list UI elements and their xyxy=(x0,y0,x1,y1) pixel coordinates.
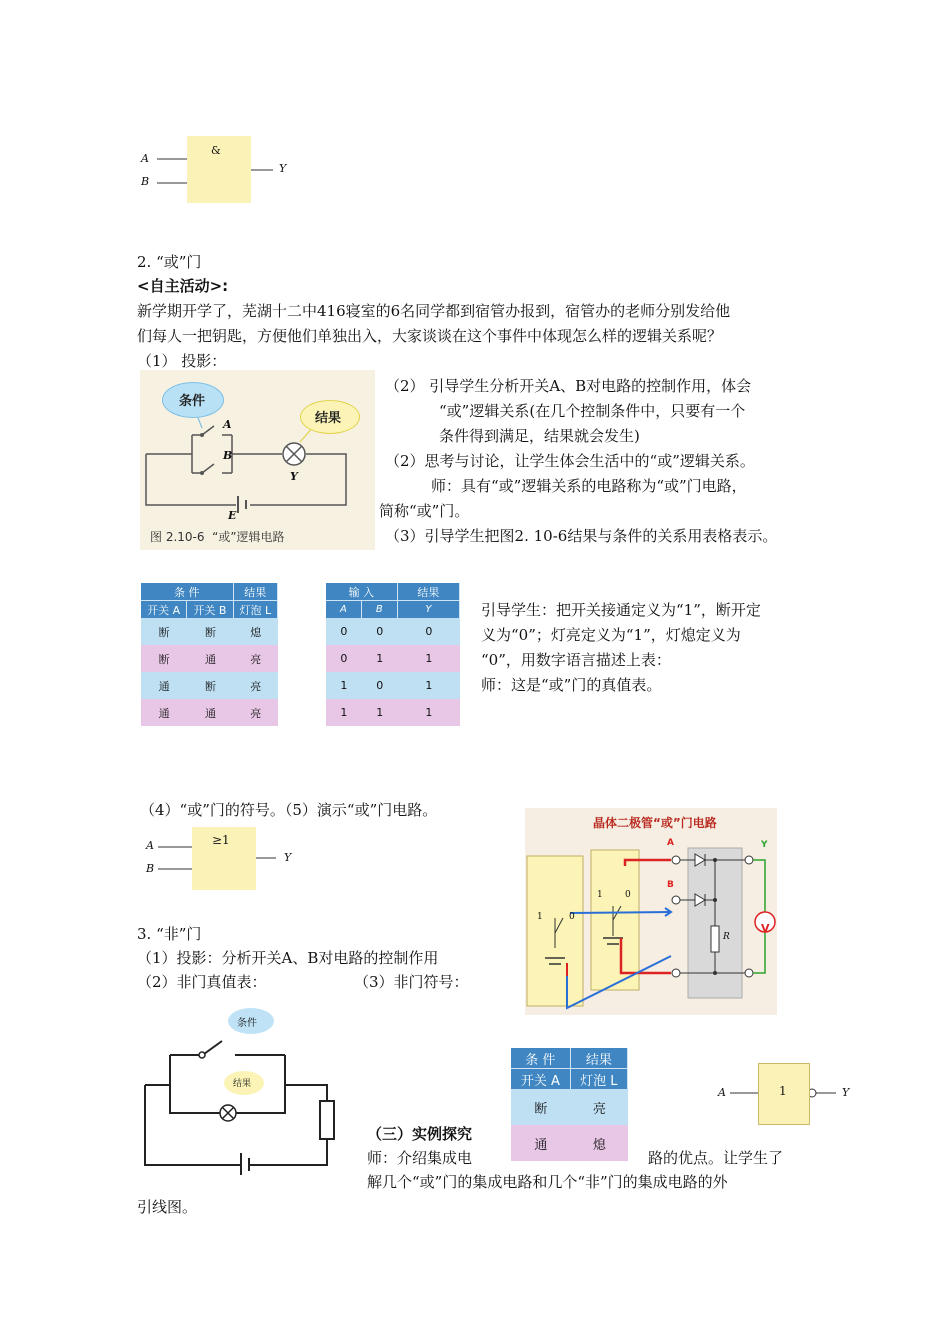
table-cell: 熄 xyxy=(571,1125,628,1161)
table-cell: 0 xyxy=(326,645,362,672)
table-cell: 0 xyxy=(398,618,460,645)
example-line-3: 引线图。 xyxy=(137,1198,198,1216)
header-output: 结果 xyxy=(398,583,460,600)
table-cell: 断 xyxy=(141,645,187,672)
activity-label: <自主活动>: xyxy=(137,277,229,295)
switch1-off-label: 0 xyxy=(569,912,575,922)
header-condition: 条 件 xyxy=(141,583,234,600)
table-row xyxy=(326,645,460,672)
table-row xyxy=(511,1089,628,1125)
switch-a-label: A xyxy=(223,418,232,431)
table-cell: 亮 xyxy=(234,672,278,699)
table-cell: 断 xyxy=(141,618,187,645)
and-gate-output-y: Y xyxy=(279,162,287,175)
table-cell: 通 xyxy=(187,645,233,672)
table-cell: 1 xyxy=(398,672,460,699)
not-col-lamp-l: 灯泡 L xyxy=(571,1068,628,1089)
not-circuit-figure xyxy=(140,1005,340,1180)
table-cell: 通 xyxy=(511,1125,571,1161)
not-header-condition: 条 件 xyxy=(511,1048,571,1068)
or-gate-symbol xyxy=(140,823,310,898)
and-gate-input-a: A xyxy=(141,152,149,165)
and-gate-symbol xyxy=(135,130,305,210)
explain-line-6: 简称“或”门。 xyxy=(379,502,470,520)
section3-item3: （3）非门符号： xyxy=(354,973,469,991)
header-result: 结果 xyxy=(234,583,278,600)
diode-circuit-drawing xyxy=(525,808,777,1015)
diode-label-a: A xyxy=(667,838,674,848)
table-cell: 1 xyxy=(398,645,460,672)
and-gate-label: & xyxy=(211,144,221,157)
or-logic-circuit-figure xyxy=(140,370,375,550)
not-col-switch-a: 开关 A xyxy=(511,1068,571,1089)
table-cell: 0 xyxy=(362,618,398,645)
table-cell: 1 xyxy=(362,645,398,672)
header-input: 输 入 xyxy=(326,583,398,600)
table-cell: 1 xyxy=(326,672,362,699)
section3-heading: 3. “非”门 xyxy=(137,925,202,943)
col-b: B xyxy=(362,600,398,618)
table-cell: 1 xyxy=(398,699,460,726)
table-cell: 1 xyxy=(362,699,398,726)
switch2-off-label: 0 xyxy=(625,890,631,900)
not-gate-symbol xyxy=(712,1060,862,1125)
diode-figure-title: 晶体二极管“或”门电路 xyxy=(593,816,717,830)
or-gate-label: ≥1 xyxy=(212,833,230,847)
guide-line-3: “0”，用数字语言描述上表： xyxy=(481,651,671,669)
table-row xyxy=(326,618,460,645)
diode-label-b: B xyxy=(667,880,674,890)
table-row xyxy=(326,672,460,699)
table-row xyxy=(141,672,278,699)
not-gate-label: 1 xyxy=(779,1084,787,1098)
table-row xyxy=(141,699,278,726)
diode-label-r: R xyxy=(723,932,730,942)
section3-item2: （2）非门真值表： xyxy=(137,973,267,991)
col-lamp-l: 灯泡 L xyxy=(234,600,278,618)
guide-line-4: 师：这是“或”门的真值表。 xyxy=(481,676,662,694)
table-cell: 通 xyxy=(141,699,187,726)
example-heading: （三）实例探究 xyxy=(367,1125,473,1143)
col-a: A xyxy=(326,600,362,618)
item-projection: （1） 投影： xyxy=(137,352,227,370)
table-cell: 亮 xyxy=(234,645,278,672)
col-y: Y xyxy=(398,600,460,618)
switch2-on-label: 1 xyxy=(597,890,603,900)
table-cell: 断 xyxy=(187,672,233,699)
battery-label: E xyxy=(228,509,237,522)
or-gate-output-y: Y xyxy=(284,851,292,864)
table-row xyxy=(141,618,278,645)
not-header-result: 结果 xyxy=(571,1048,628,1068)
or-gate-input-b: B xyxy=(146,862,155,875)
switch-b-label: B xyxy=(223,449,233,462)
guide-line-1: 引导学生：把开关接通定义为“1”，断开定 xyxy=(481,601,761,619)
col-switch-a: 开关 A xyxy=(141,600,187,618)
item-or-symbol: （4）“或”门的符号。（5）演示“或”门电路。 xyxy=(140,801,438,819)
or-gate-input-a: A xyxy=(146,839,154,852)
table-row xyxy=(326,699,460,726)
table-cell: 断 xyxy=(511,1089,571,1125)
explain-line-1: （2） 引导学生分析开关A、B对电路的控制作用，体会 xyxy=(385,377,752,395)
switch1-on-label: 1 xyxy=(537,912,543,922)
explain-line-5: 师：具有“或”逻辑关系的电路称为“或”门电路， xyxy=(431,477,747,495)
table-row xyxy=(141,645,278,672)
result-bubble-text: 结果 xyxy=(315,411,342,426)
table-cell: 亮 xyxy=(234,699,278,726)
not-truth-table xyxy=(511,1048,628,1161)
table-cell: 0 xyxy=(362,672,398,699)
table-cell: 亮 xyxy=(571,1089,628,1125)
not-result-bubble-label: 结果 xyxy=(233,1079,252,1089)
section2-heading: 2. “或”门 xyxy=(137,253,202,271)
table-cell: 断 xyxy=(187,618,233,645)
or-table-digits xyxy=(326,583,460,726)
example-line-1a: 师：介绍集成电 xyxy=(367,1149,473,1167)
explain-line-4: （2）思考与讨论，让学生体会生活中的“或”逻辑关系。 xyxy=(385,452,755,470)
figure-caption: 图 2.10-6 “或”逻辑电路 xyxy=(150,530,285,544)
condition-bubble-text: 条件 xyxy=(179,394,206,409)
or-table-words xyxy=(141,583,278,726)
guide-line-2: 义为“0”；灯亮定义为“1”，灯熄定义为 xyxy=(481,626,741,644)
lamp-label: Y xyxy=(290,470,298,483)
explain-line-3: 条件得到满足，结果就会发生) xyxy=(439,427,640,445)
table-cell: 0 xyxy=(326,618,362,645)
voltmeter-label: V xyxy=(761,922,770,935)
explain-line-2: “或”逻辑关系(在几个控制条件中，只要有一个 xyxy=(439,402,746,420)
and-gate-input-b: B xyxy=(141,175,150,188)
example-line-1b: 路的优点。让学生了 xyxy=(648,1149,784,1167)
not-gate-output-y: Y xyxy=(842,1086,850,1099)
not-condition-bubble-text: 条件 xyxy=(237,1018,257,1029)
table-cell: 熄 xyxy=(234,618,278,645)
section3-item1: （1）投影：分析开关A、B对电路的控制作用 xyxy=(137,949,439,967)
explain-line-7: （3）引导学生把图2. 10-6结果与条件的关系用表格表示。 xyxy=(385,527,778,545)
not-gate-input-a: A xyxy=(718,1086,726,1099)
table-cell: 通 xyxy=(187,699,233,726)
table-cell: 通 xyxy=(141,672,187,699)
story-line-1: 新学期开学了，芜湖十二中416寝室的6名同学都到宿管办报到，宿管办的老师分别发给他 xyxy=(137,302,731,320)
story-line-2: 们每人一把钥匙，方便他们单独出入，大家谈谈在这个事件中体现怎么样的逻辑关系呢？ xyxy=(137,327,723,345)
diode-or-gate-figure xyxy=(525,808,777,1015)
col-switch-b: 开关 B xyxy=(187,600,233,618)
table-cell: 1 xyxy=(326,699,362,726)
example-line-2: 解几个“或”门的集成电路和几个“非”门的集成电路的外 xyxy=(367,1173,728,1191)
diode-label-y: Y xyxy=(761,840,768,850)
table-row xyxy=(511,1125,628,1161)
